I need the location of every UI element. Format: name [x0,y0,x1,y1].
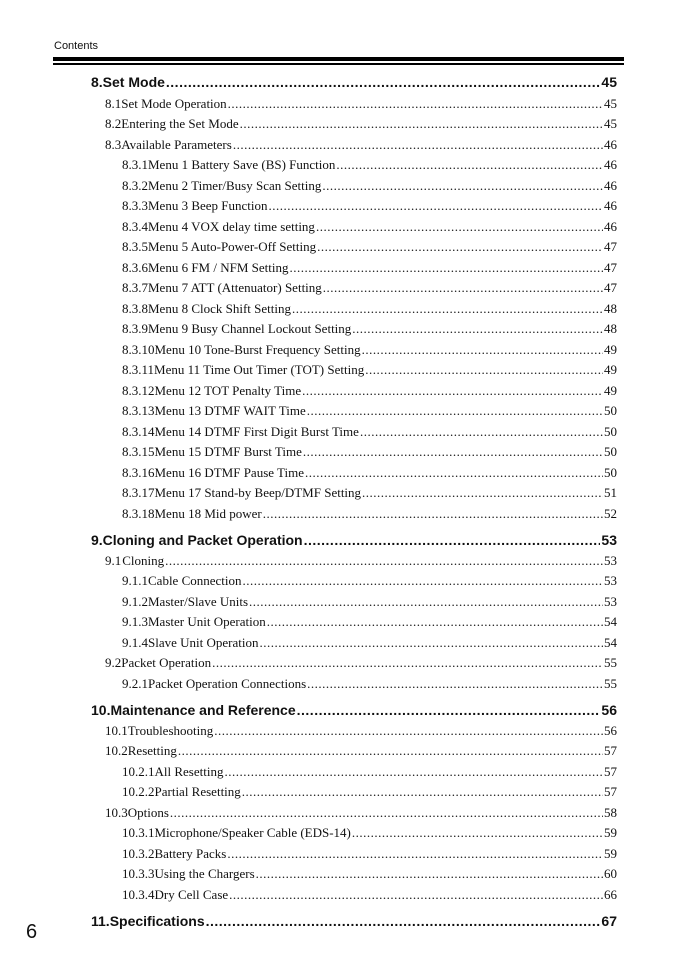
toc-entry-title: Packet Operation [121,655,212,670]
toc-entry-page: 52 [604,506,617,521]
toc-entry-title: Resetting [127,743,177,758]
toc-entry-number: 8.1 [105,96,122,111]
dot-leader [302,383,603,399]
dot-leader [316,219,603,235]
toc-entry-number: 9.1 [105,553,122,568]
toc-entry-sec[interactable] [105,553,617,569]
toc-entry-title: Microphone/Speaker Cable (EDS-14) [154,825,351,840]
toc-entry-sub[interactable] [122,424,617,440]
toc-entry-number: 10.3 [105,805,128,820]
dot-leader [212,655,603,671]
toc-entry-sub[interactable] [122,301,617,317]
dot-leader [303,444,603,460]
toc-entry-number: 8.3.18 [122,506,155,521]
toc-entry-title: 10.Maintenance and Reference [91,702,296,718]
dot-leader [292,301,603,317]
toc-entry-title: 9.Cloning and Packet Operation [91,532,303,548]
dot-leader [365,362,603,378]
toc-entry-number: 10.2 [105,743,128,758]
toc-entry-number: 8.3.6 [122,260,148,275]
toc-entry-page: 45 [604,96,617,111]
toc-entry-number: 8.3.17 [122,485,155,500]
dot-leader [256,866,603,882]
toc-entry-title: Menu 5 Auto-Power-Off Setting [148,239,317,254]
toc-entry-number: 9.1.4 [122,635,148,650]
toc-entry-page: 48 [604,321,617,336]
header-rule-thin [53,63,624,65]
toc-entry-number: 8.3 [105,137,122,152]
toc-entry-title: Packet Operation Connections [148,676,307,691]
dot-leader [228,96,603,112]
dot-leader [305,465,603,481]
toc-entry-sub[interactable] [122,444,617,460]
toc-entry-page: 53 [601,532,617,548]
dot-leader [229,887,603,903]
toc-entry-title: Menu 10 Tone-Burst Frequency Setting [154,342,361,357]
toc-entry-number: 8.3.7 [122,280,148,295]
dot-leader [242,784,603,800]
toc-entry-sub[interactable] [122,239,617,255]
page-number: 6 [26,921,38,943]
dot-leader [227,846,603,862]
toc-entry-title: Menu 13 DTMF WAIT Time [154,403,306,418]
dot-leader [259,635,603,651]
toc-entry-title: Using the Chargers [154,866,255,881]
toc-entry-page: 48 [604,301,617,316]
toc-entry-number: 8.3.4 [122,219,148,234]
toc-entry-page: 49 [604,383,617,398]
toc-entry-sub[interactable] [122,403,617,419]
toc-entry-number: 8.3.8 [122,301,148,316]
dot-leader [263,506,603,522]
toc-entry-page: 56 [604,723,617,738]
toc-entry-page: 60 [604,866,617,881]
toc-entry-sec[interactable] [105,137,617,153]
toc-entry-sub[interactable] [122,362,617,378]
toc-entry-title: 8.Set Mode [91,74,165,90]
toc-entry-sub[interactable] [122,825,617,841]
dot-leader [352,321,603,337]
toc-entry-title: Options [127,805,169,820]
toc-entry-title: Menu 6 FM / NFM Setting [148,260,289,275]
toc-entry-sub[interactable] [122,219,617,235]
toc-entry-number: 8.3.15 [122,444,155,459]
toc-entry-page: 49 [604,342,617,357]
toc-entry-title: Menu 8 Clock Shift Setting [148,301,291,316]
toc-entry-page: 50 [604,465,617,480]
toc-entry-number: 8.3.11 [122,362,155,377]
toc-entry-chapter[interactable] [91,913,617,929]
toc-entry-page: 47 [604,260,617,275]
toc-entry-number: 9.1.3 [122,614,148,629]
toc-entry-sub[interactable] [122,846,617,862]
toc-entry-page: 50 [604,424,617,439]
toc-entry-chapter[interactable] [91,702,617,718]
toc-entry-sub[interactable] [122,157,617,173]
toc-entry-page: 55 [604,655,617,670]
toc-entry-page: 57 [604,764,617,779]
header-rule-thick [53,57,624,61]
dot-leader [170,805,603,821]
toc-entry-page: 51 [604,485,617,500]
toc-entry-title: Menu 17 Stand-by Beep/DTMF Setting [154,485,362,500]
toc-entry-sub[interactable] [122,676,617,692]
toc-entry-sec[interactable] [105,805,617,821]
toc-entry-page: 53 [604,594,617,609]
toc-entry-page: 55 [604,676,617,691]
dot-leader [362,342,603,358]
toc-entry-number: 10.3.4 [122,887,155,902]
toc-entry-sub[interactable] [122,506,617,522]
toc-entry-sub[interactable] [122,465,617,481]
toc-entry-page: 45 [604,116,617,131]
dot-leader [166,74,601,90]
toc-entry-title: 11.Specifications [91,913,205,929]
toc-entry-title: Entering the Set Mode [121,116,239,131]
toc-entry-number: 10.2.1 [122,764,155,779]
dot-leader [304,532,601,548]
dot-leader [322,178,603,194]
toc-entry-page: 56 [601,702,617,718]
toc-entry-sub[interactable] [122,321,617,337]
toc-entry-page: 59 [604,825,617,840]
toc-entry-number: 8.3.13 [122,403,155,418]
dot-leader [165,553,603,569]
toc-entry-sub[interactable] [122,342,617,358]
toc-entry-number: 8.3.1 [122,157,148,172]
toc-entry-number: 9.1.2 [122,594,148,609]
toc-entry-sub[interactable] [122,784,617,800]
toc-entry-number: 10.3.2 [122,846,155,861]
toc-entry-number: 10.3.1 [122,825,155,840]
toc-entry-number: 8.3.16 [122,465,155,480]
toc-entry-title: Menu 3 Beep Function [148,198,268,213]
toc-entry-title: Slave Unit Operation [148,635,259,650]
dot-leader [249,594,603,610]
toc-entry-page: 46 [604,178,617,193]
toc-entry-number: 10.3.3 [122,866,155,881]
dot-leader [240,116,603,132]
toc-entry-sub[interactable] [122,594,617,610]
dot-leader [243,573,603,589]
dot-leader [352,825,603,841]
toc-entry-page: 54 [604,614,617,629]
toc-entry-page: 50 [604,403,617,418]
toc-entry-sub[interactable] [122,573,617,589]
toc-entry-title: Menu 7 ATT (Attenuator) Setting [148,280,322,295]
toc-entry-page: 67 [601,913,617,929]
toc-entry-sub[interactable] [122,635,617,651]
toc-entry-title: Menu 14 DTMF First Digit Burst Time [154,424,359,439]
dot-leader [317,239,603,255]
toc-entry-page: 54 [604,635,617,650]
dot-leader [233,137,603,153]
toc-entry-number: 8.3.9 [122,321,148,336]
toc-entry-number: 8.3.12 [122,383,155,398]
toc-entry-sub[interactable] [122,764,617,780]
dot-leader [178,743,603,759]
toc-entry-page: 66 [604,887,617,902]
toc-entry-title: Menu 4 VOX delay time setting [148,219,315,234]
toc-entry-number: 8.3.10 [122,342,155,357]
running-head: Contents [54,40,99,52]
dot-leader [297,702,601,718]
toc-entry-sec[interactable] [105,743,617,759]
dot-leader [267,614,603,630]
toc-entry-page: 57 [604,784,617,799]
toc-entry-number: 8.3.14 [122,424,155,439]
toc-entry-page: 57 [604,743,617,758]
toc-entry-number: 10.2.2 [122,784,155,799]
dot-leader [362,485,603,501]
toc-entry-sec[interactable] [105,96,617,112]
toc-entry-title: All Resetting [154,764,224,779]
toc-entry-title: Dry Cell Case [154,887,229,902]
toc-entry-number: 9.2 [105,655,122,670]
toc-entry-sub[interactable] [122,614,617,630]
toc-entry-page: 45 [601,74,617,90]
toc-entry-title: Cable Connection [148,573,242,588]
toc-entry-number: 8.3.2 [122,178,148,193]
toc-entry-sub[interactable] [122,383,617,399]
toc-entry-chapter[interactable] [91,74,617,90]
toc-entry-number: 8.3.5 [122,239,148,254]
toc-entry-sub[interactable] [122,260,617,276]
toc-entry-page: 58 [604,805,617,820]
dot-leader [290,260,604,276]
toc-entry-title: Menu 15 DTMF Burst Time [154,444,302,459]
dot-leader [214,723,603,739]
toc-entry-page: 53 [604,573,617,588]
toc-entry-page: 47 [604,280,617,295]
toc-entry-sub[interactable] [122,178,617,194]
toc-entry-chapter[interactable] [91,532,617,548]
dot-leader [323,280,603,296]
toc-entry-page: 47 [604,239,617,254]
toc-entry-sub[interactable] [122,887,617,903]
toc-entry-number: 8.3.3 [122,198,148,213]
toc-entry-title: Partial Resetting [154,784,241,799]
toc-entry-title: Menu 18 Mid power [154,506,262,521]
dot-leader [307,403,603,419]
toc-entry-sub[interactable] [122,485,617,501]
toc-entry-title: Menu 12 TOT Penalty Time [154,383,302,398]
toc-entry-sub[interactable] [122,280,617,296]
toc-entry-sub[interactable] [122,198,617,214]
toc-entry-page: 46 [604,219,617,234]
toc-entry-title: Master/Slave Units [148,594,249,609]
toc-entry-title: Menu 11 Time Out Timer (TOT) Setting [154,362,365,377]
toc-entry-number: 10.1 [105,723,128,738]
toc-entry-page: 46 [604,198,617,213]
toc-entry-title: Master Unit Operation [148,614,266,629]
dot-leader [224,764,603,780]
toc-entry-title: Menu 2 Timer/Busy Scan Setting [148,178,322,193]
toc-entry-title: Menu 16 DTMF Pause Time [154,465,305,480]
toc-entry-page: 49 [604,362,617,377]
dot-leader [206,913,601,929]
toc-entry-number: 9.2.1 [122,676,148,691]
dot-leader [360,424,603,440]
toc-entry-title: Set Mode Operation [121,96,227,111]
toc-entry-sec[interactable] [105,655,617,671]
dot-leader [336,157,603,173]
dot-leader [307,676,603,692]
toc-entry-sub[interactable] [122,866,617,882]
toc-entry-page: 53 [604,553,617,568]
toc-entry-page: 46 [604,157,617,172]
dot-leader [269,198,603,214]
toc-entry-sec[interactable] [105,723,617,739]
toc-entry-title: Available Parameters [121,137,232,152]
toc-entry-title: Menu 9 Busy Channel Lockout Setting [148,321,352,336]
toc-entry-number: 9.1.1 [122,573,148,588]
toc-entry-title: Menu 1 Battery Save (BS) Function [148,157,336,172]
toc-entry-title: Battery Packs [154,846,227,861]
toc-entry-page: 46 [604,137,617,152]
toc-entry-page: 59 [604,846,617,861]
toc-entry-title: Cloning [122,553,165,568]
toc-entry-number: 8.2 [105,116,122,131]
toc-entry-title: Troubleshooting [127,723,214,738]
toc-entry-page: 50 [604,444,617,459]
toc-entry-sec[interactable] [105,116,617,132]
